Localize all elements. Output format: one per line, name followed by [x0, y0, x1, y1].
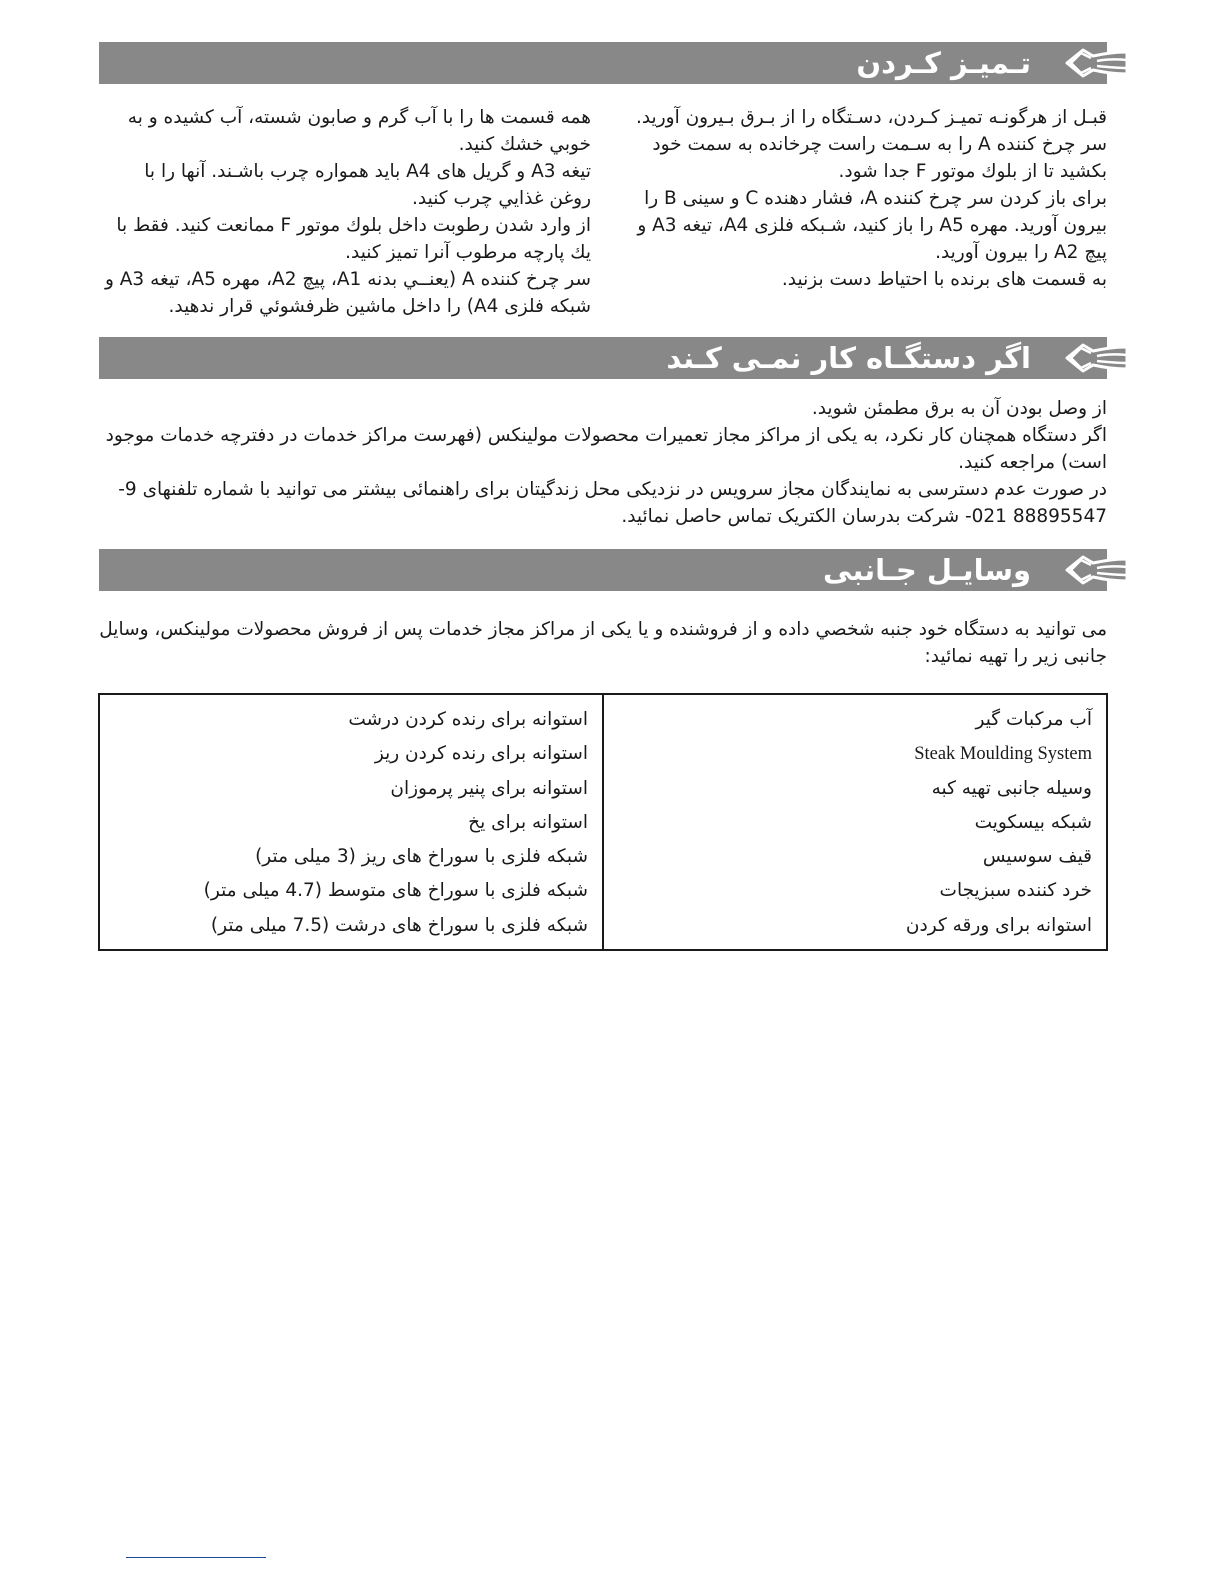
- accessory-item: شبكه بيسكويت: [974, 811, 1092, 833]
- accessory-item: شبكه فلزی با سوراخ های ريز (3 ميلی متر): [255, 846, 588, 868]
- accessory-item: قيف سوسيس: [982, 846, 1092, 868]
- section-bar-accessories: [99, 549, 1107, 591]
- cleaning-paragraph: از وارد شدن رطوبت داخل بلوك موتور F ممانعت كنيد. فقط با يك پارچه مرطوب آنرا تميز كنيد.: [116, 215, 591, 263]
- cleaning-paragraph: تيغه A3 و گريل های A4 بايد همواره چرب باشـند. آنها را با روغن غذايي چرب كنيد.: [144, 161, 591, 209]
- accessory-item: استوانه برای رنده كردن ريز: [374, 743, 588, 765]
- accessories-right-cell: [603, 694, 1107, 950]
- pointing-hand-icon: [1063, 339, 1129, 377]
- section-title-cleaning: تـمیـز کـردن: [856, 46, 1031, 80]
- cleaning-paragraph: برای باز كردن سر چرخ كننده A، فشار دهنده C و سينی B را بيرون آوريد. مهره A5 را باز كنيد، شـبكه فلزی A4، تيغه A3 و پيچ A2 را بيرون آوريد.: [637, 188, 1107, 263]
- section-title-accessories: وسایـل جـانبی: [823, 553, 1031, 587]
- not-working-paragraph: اگر دستگاه همچنان كار نكرد، به يكی از مراكز مجاز تعميرات محصولات مولينكس (فهرست مراكز خدمات در دفترچه خدمات موجود است) مراجعه كنيد.: [105, 425, 1107, 473]
- cleaning-left-column: [99, 104, 591, 320]
- pointing-hand-icon: [1063, 551, 1129, 589]
- accessory-item: آب مركبات گير: [975, 709, 1092, 730]
- accessories-intro: [99, 616, 1107, 670]
- accessories-intro-text: می توانيد به دستگاه خود جنبه شخصي داده و از فروشنده و يا يكی از مراكز مجاز خدمات پس از فروش محصولات مولينكس، وسايل جانبی زير را تهيه نمائيد:: [99, 619, 1107, 667]
- accessory-item: استوانه برای ورقه كردن: [905, 914, 1092, 936]
- accessory-item: خرد كننده سبزيجات: [939, 880, 1092, 902]
- cleaning-paragraph: سر چرخ كننده A را به سـمت راست چرخانده به سمت خود بكشيد تا از بلوك موتور F جدا شود.: [652, 134, 1107, 182]
- accessory-item: شبكه فلزی با سوراخ های متوسط (4.7 ميلی متر): [203, 880, 588, 902]
- not-working-text: [99, 395, 1107, 530]
- accessory-item: شبكه فلزی با سوراخ های درشت (7.5 ميلی متر): [210, 914, 588, 936]
- accessories-left-cell: [99, 694, 603, 950]
- accessory-item: استوانه برای يخ: [468, 811, 588, 833]
- cleaning-paragraph: همه قسمت ها را با آب گرم و صابون شسته، آب كشيده و به خوبي خشك كنيد.: [127, 107, 591, 155]
- accessories-table: [98, 693, 1108, 951]
- accessory-item: Steak Moulding System: [914, 744, 1092, 765]
- cleaning-paragraph: به قسمت های برنده با احتياط دست بزنيد.: [781, 269, 1107, 290]
- accessory-item: وسيله جانبی تهيه كبه: [931, 777, 1092, 799]
- section-bar-cleaning: [99, 42, 1107, 84]
- cleaning-paragraph: قبـل از هرگونـه تمیـز کـردن، دسـتگاه را از بـرق بـیرون آورید.: [635, 107, 1107, 128]
- not-working-paragraph: در صورت عدم دسترسی به نمايندگان مجاز سرويس در نزديكی محل زندگيتان برای راهنمائی بيشتر می توانيد با شماره تلفنهای 9-88895547 021- شركت بدرسان الكتريک تماس حاصل نمائيد.: [118, 479, 1107, 527]
- pointing-hand-icon: [1063, 44, 1129, 82]
- cleaning-paragraph: سر چرخ كننده A (يعنــي بدنه A1، پيچ A2، مهره A5، تيغه A3 و شبكه فلزی A4) را داخل ماشين ظرفشوئي قرار ندهيد.: [104, 269, 591, 317]
- section-title-not-working: اگر دستگـاه کار نمـی کـند: [666, 341, 1031, 375]
- section-bar-not-working: [99, 337, 1107, 379]
- footnote-divider: [126, 1557, 266, 1558]
- accessories-table-row: [99, 694, 1107, 950]
- not-working-paragraph: از وصل بودن آن به برق مطمئن شويد.: [811, 398, 1107, 419]
- accessory-item: استوانه برای پنير پرموزان: [390, 777, 588, 799]
- accessory-item: استوانه برای رنده كردن درشت: [348, 709, 588, 730]
- cleaning-right-column: [617, 104, 1107, 293]
